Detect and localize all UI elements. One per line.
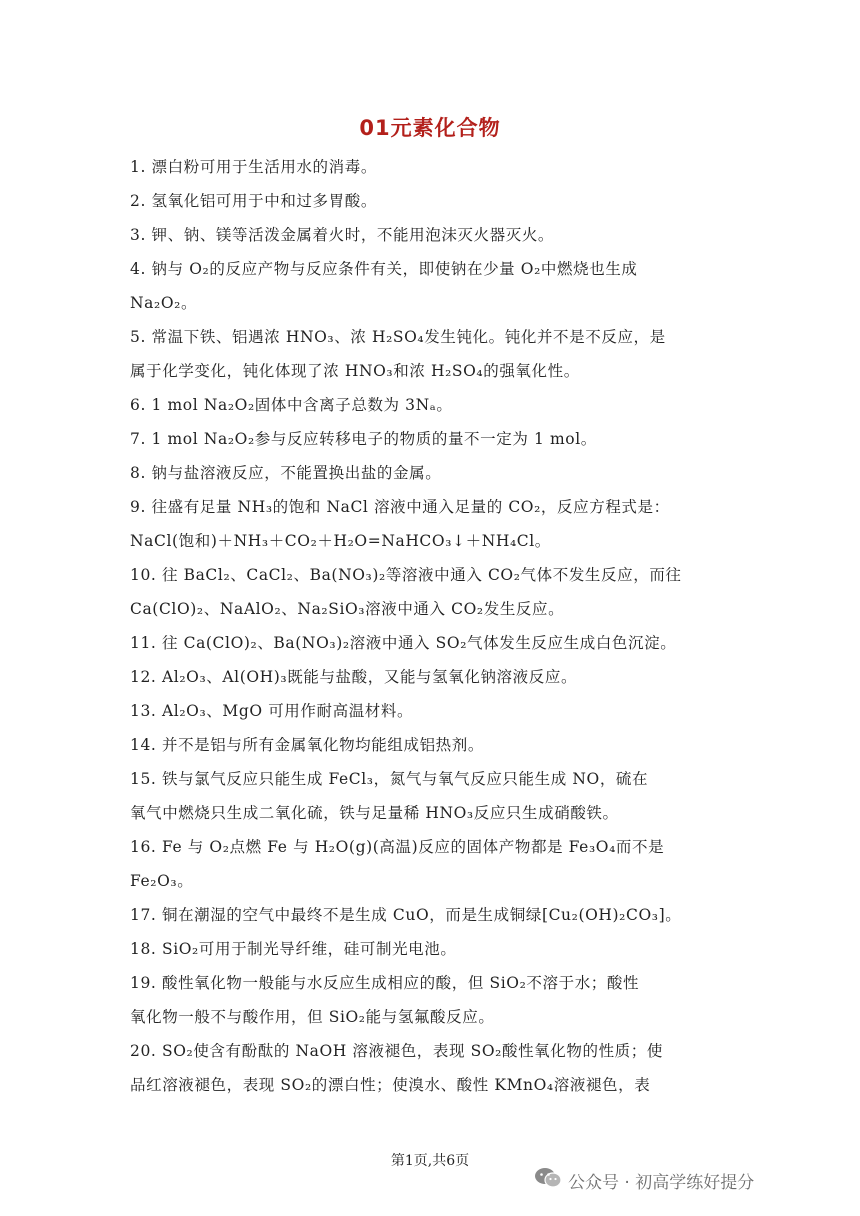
text-line: 4. 钠与 O₂的反应产物与反应条件有关，即使钠在少量 O₂中燃烧也生成 xyxy=(130,260,638,278)
watermark xyxy=(534,1167,754,1194)
text-line: 1. 漂白粉可用于生活用水的消毒。 xyxy=(130,158,377,176)
text-line: 14. 并不是铝与所有金属氧化物均能组成铝热剂。 xyxy=(130,736,484,754)
content-body xyxy=(130,150,740,1102)
text-line: 5. 常温下铁、铝遇浓 HNO₃、浓 H₂SO₄发生钝化。钝化并不是不反应，是 xyxy=(130,328,666,346)
wechat-icon xyxy=(534,1167,562,1194)
text-line: 13. Al₂O₃、MgO 可用作耐高温材料。 xyxy=(130,702,414,720)
text-line: 20. SO₂使含有酚酞的 NaOH 溶液褪色，表现 SO₂酸性氧化物的性质；使 xyxy=(130,1042,663,1060)
text-line: 10. 往 BaCl₂、CaCl₂、Ba(NO₃)₂等溶液中通入 CO₂气体不发生反应，而往 xyxy=(130,566,682,584)
text-line: 氧化物一般不与酸作用，但 SiO₂能与氢氟酸反应。 xyxy=(130,1008,495,1026)
text-line: 属于化学变化，钝化体现了浓 HNO₃和浓 H₂SO₄的强氧化性。 xyxy=(130,362,580,380)
text-line: 品红溶液褪色，表现 SO₂的漂白性；使溴水、酸性 KMnO₄溶液褪色，表 xyxy=(130,1076,651,1094)
text-line: NaCl(饱和)＋NH₃＋CO₂＋H₂O=NaHCO₃↓＋NH₄Cl。 xyxy=(130,532,551,550)
text-line: 7. 1 mol Na₂O₂参与反应转移电子的物质的量不一定为 1 mol。 xyxy=(130,430,597,448)
text-line: 12. Al₂O₃、Al(OH)₃既能与盐酸，又能与氢氧化钠溶液反应。 xyxy=(130,668,578,686)
page-footer: 第1页,共6页 xyxy=(390,1153,470,1169)
text-line: 2. 氢氧化铝可用于中和过多胃酸。 xyxy=(130,192,377,210)
text-line: 8. 钠与盐溶液反应，不能置换出盐的金属。 xyxy=(130,464,442,482)
text-line: Fe₂O₃。 xyxy=(130,872,194,890)
page-title: 01元素化合物 xyxy=(359,116,501,140)
text-line: 6. 1 mol Na₂O₂固体中含离子总数为 3Nₐ。 xyxy=(130,396,453,414)
text-line: 15. 铁与氯气反应只能生成 FeCl₃，氮气与氧气反应只能生成 NO，硫在 xyxy=(130,770,649,788)
text-line: 3. 钾、钠、镁等活泼金属着火时，不能用泡沫灭火器灭火。 xyxy=(130,226,555,244)
text-line: 18. SiO₂可用于制光导纤维，硅可制光电池。 xyxy=(130,940,457,958)
text-line: 9. 往盛有足量 NH₃的饱和 NaCl 溶液中通入足量的 CO₂，反应方程式是： xyxy=(130,498,670,516)
text-line: Ca(ClO)₂、NaAlO₂、Na₂SiO₃溶液中通入 CO₂发生反应。 xyxy=(130,600,565,618)
watermark-text: 公众号 · 初高学练好提分 xyxy=(568,1173,755,1193)
text-line: 16. Fe 与 O₂点燃 Fe 与 H₂O(g)(高温)反应的固体产物都是 Fe₃O₄而不是 xyxy=(130,838,665,856)
text-line: 17. 铜在潮湿的空气中最终不是生成 CuO，而是生成铜绿[Cu₂(OH)₂CO₃]。 xyxy=(130,906,682,924)
text-line: 19. 酸性氧化物一般能与水反应生成相应的酸，但 SiO₂不溶于水；酸性 xyxy=(130,974,640,992)
text-line: 氧气中燃烧只生成二氧化硫，铁与足量稀 HNO₃反应只生成硝酸铁。 xyxy=(130,804,619,822)
text-line: 11. 往 Ca(ClO)₂、Ba(NO₃)₂溶液中通入 SO₂气体发生反应生成白色沉淀。 xyxy=(130,634,677,652)
text-line: Na₂O₂。 xyxy=(130,294,198,312)
